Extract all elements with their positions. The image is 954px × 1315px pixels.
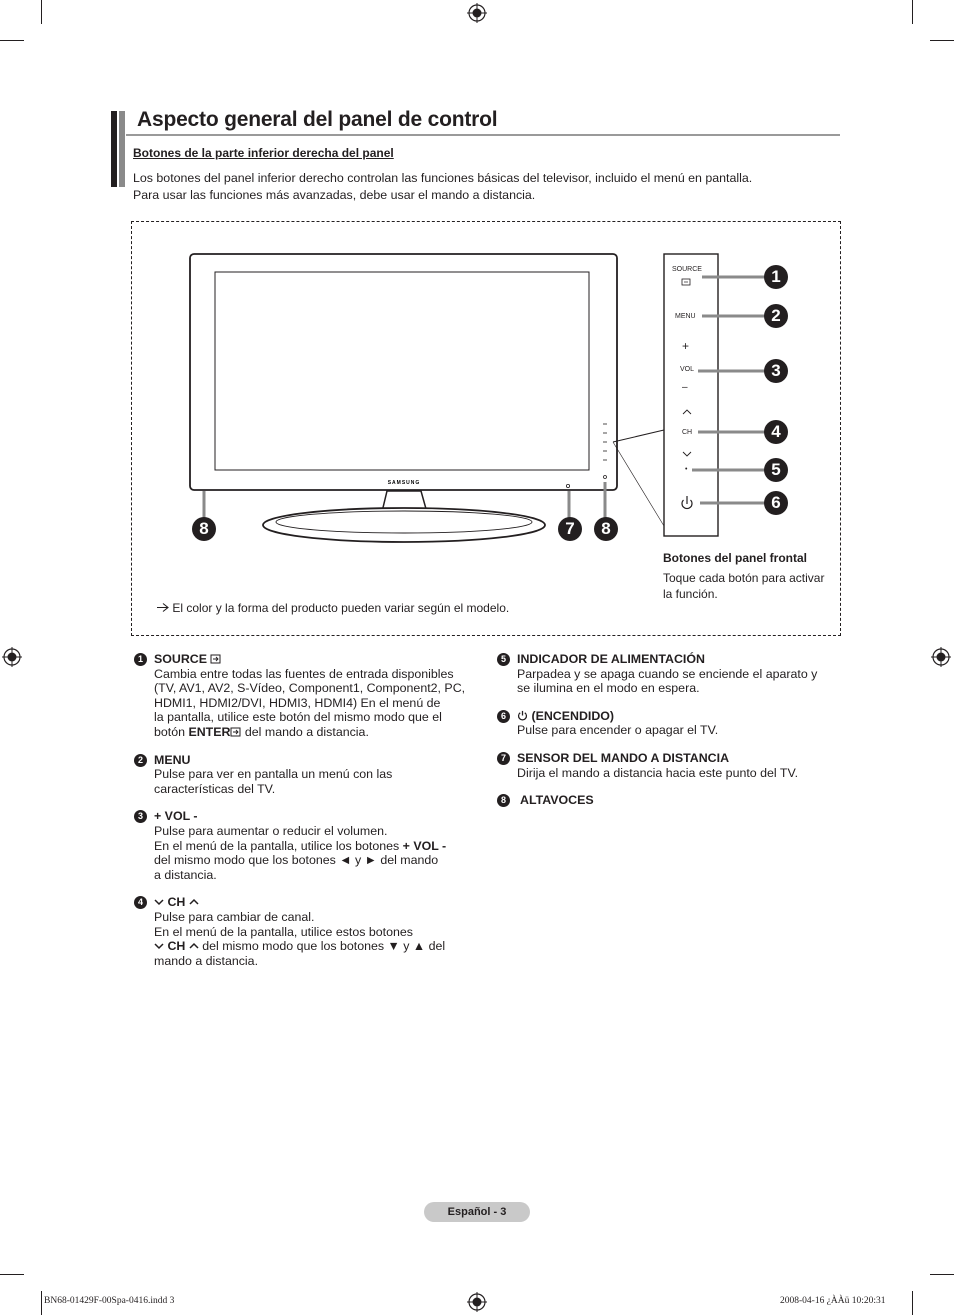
- list-item: [132, 753, 477, 797]
- ch-button-label: CH: [682, 429, 693, 436]
- section-subheading: Botones de la parte inferior derecha del panel: [133, 146, 394, 160]
- menu-button-label: MENU: [675, 313, 696, 320]
- pointer-arrow-icon: [157, 603, 169, 612]
- callout-marker: 6: [764, 491, 788, 515]
- panel-caption-title: Botones del panel frontal: [663, 551, 808, 565]
- source-button-label: SOURCE: [672, 266, 702, 273]
- tv-diagram: [150, 245, 830, 545]
- registration-mark-icon: [467, 3, 487, 23]
- item-number: 4: [134, 896, 147, 909]
- item-number: 3: [134, 810, 147, 823]
- item-number: 1: [134, 653, 147, 666]
- item-text: Dirija el mando a distancia hacia este punto del TV.: [517, 765, 799, 780]
- tv-screen: [215, 272, 589, 470]
- intro-text: Los botones del panel inferior derecho controlan las funciones básicas del televisor, incluido el menú en pantalla. Para usar las funciones más avanzadas, debe usar el mando a distancia.: [133, 171, 753, 202]
- enter-icon: [230, 727, 241, 737]
- page-number-badge: Español - 3: [424, 1202, 530, 1222]
- item-title: SENSOR DEL MANDO A DISTANCIA: [517, 750, 730, 765]
- list-item: [495, 751, 840, 780]
- callout-marker: 1: [764, 265, 788, 289]
- list-item: [495, 793, 840, 808]
- title-accent-bar: [119, 111, 125, 187]
- file-slug: BN68-01429F-00Spa-0416.indd 3: [44, 1296, 175, 1306]
- front-panel-zoom: [664, 254, 718, 536]
- item-title: (ENCENDIDO): [531, 708, 615, 723]
- vol-button-label: VOL: [680, 366, 695, 373]
- chevron-up-icon: [189, 942, 199, 950]
- callout-marker: 5: [764, 458, 788, 482]
- registration-mark-icon: [2, 647, 22, 667]
- date-slug: 2008-04-16 ¿ÀÀü 10:20:31: [780, 1296, 886, 1306]
- list-item: [495, 652, 840, 696]
- description-column-left: [132, 652, 477, 981]
- callout-marker: 4: [764, 420, 788, 444]
- item-text: Pulse para encender o apagar el TV.: [517, 723, 719, 738]
- tv-stand-base: [263, 508, 545, 542]
- item-number: 6: [497, 710, 510, 723]
- power-icon: [517, 710, 528, 721]
- item-number: 7: [497, 752, 510, 765]
- vol-minus-label: –: [682, 382, 688, 393]
- callout-marker: 7: [558, 517, 582, 541]
- enter-icon: [210, 654, 221, 664]
- description-column-right: [495, 652, 840, 821]
- list-item: [495, 709, 840, 738]
- list-item: 3 + VOL - Pulse para aumentar o reducir el volumen. En el menú de la pantalla, utilice los botones + VOL - del mismo modo que los botones ◄ y ► del mando a distancia.: [132, 809, 477, 882]
- vol-plus-label: +: [682, 339, 690, 353]
- list-item: 4 CH Pulse para cambiar de canal. En el menú de la pantalla, utilice estos botones CH del mismo modo que los botones ▼ y ▲ del mando a distancia.: [132, 895, 477, 968]
- callout-marker: 2: [764, 304, 788, 328]
- page-title: Aspecto general del panel de control: [137, 108, 498, 131]
- power-led-dot: •: [685, 466, 688, 473]
- item-number: 8: [497, 794, 510, 807]
- registration-mark-icon: [931, 647, 951, 667]
- list-item: 1 SOURCE Cambia entre todas las fuentes de entrada disponibles (TV, AV1, AV2, S-Vídeo, Component1, Component2, PC, HDMI1, HDMI2/DVI, HDMI3, HDMI4) En el menú de la pantalla, utilice este botón del mismo modo que el botón ENTER del mando a distancia.: [132, 652, 477, 740]
- item-number: 5: [497, 653, 510, 666]
- title-divider: [126, 134, 840, 136]
- chevron-down-icon: [154, 898, 164, 906]
- item-text: Parpadea y se apaga cuando se enciende el aparato y se ilumina en el modo en espera.: [517, 666, 818, 696]
- item-title: ALTAVOCES: [520, 793, 594, 808]
- item-title: + VOL -: [154, 809, 198, 824]
- registration-mark-icon: [467, 1292, 487, 1312]
- chevron-up-icon: [189, 898, 199, 906]
- product-note: El color y la forma del producto pueden variar según el modelo.: [157, 601, 509, 615]
- chevron-down-icon: [154, 942, 164, 950]
- item-title: INDICADOR DE ALIMENTACIÓN: [517, 652, 705, 666]
- callout-marker: 8: [594, 517, 618, 541]
- item-title: MENU: [154, 752, 191, 767]
- panel-caption-text: Toque cada botón para activar la función.: [663, 571, 825, 601]
- item-number: 2: [134, 754, 147, 767]
- item-text: Pulse para ver en pantalla un menú con las características del TV.: [154, 767, 393, 796]
- brand-logo: SAMSUNG: [387, 480, 421, 486]
- callout-marker: 8: [192, 517, 216, 541]
- item-title: CH: [167, 895, 186, 910]
- callout-marker: 3: [764, 359, 788, 383]
- item-title: SOURCE: [154, 652, 208, 666]
- title-accent-bar: [111, 111, 117, 187]
